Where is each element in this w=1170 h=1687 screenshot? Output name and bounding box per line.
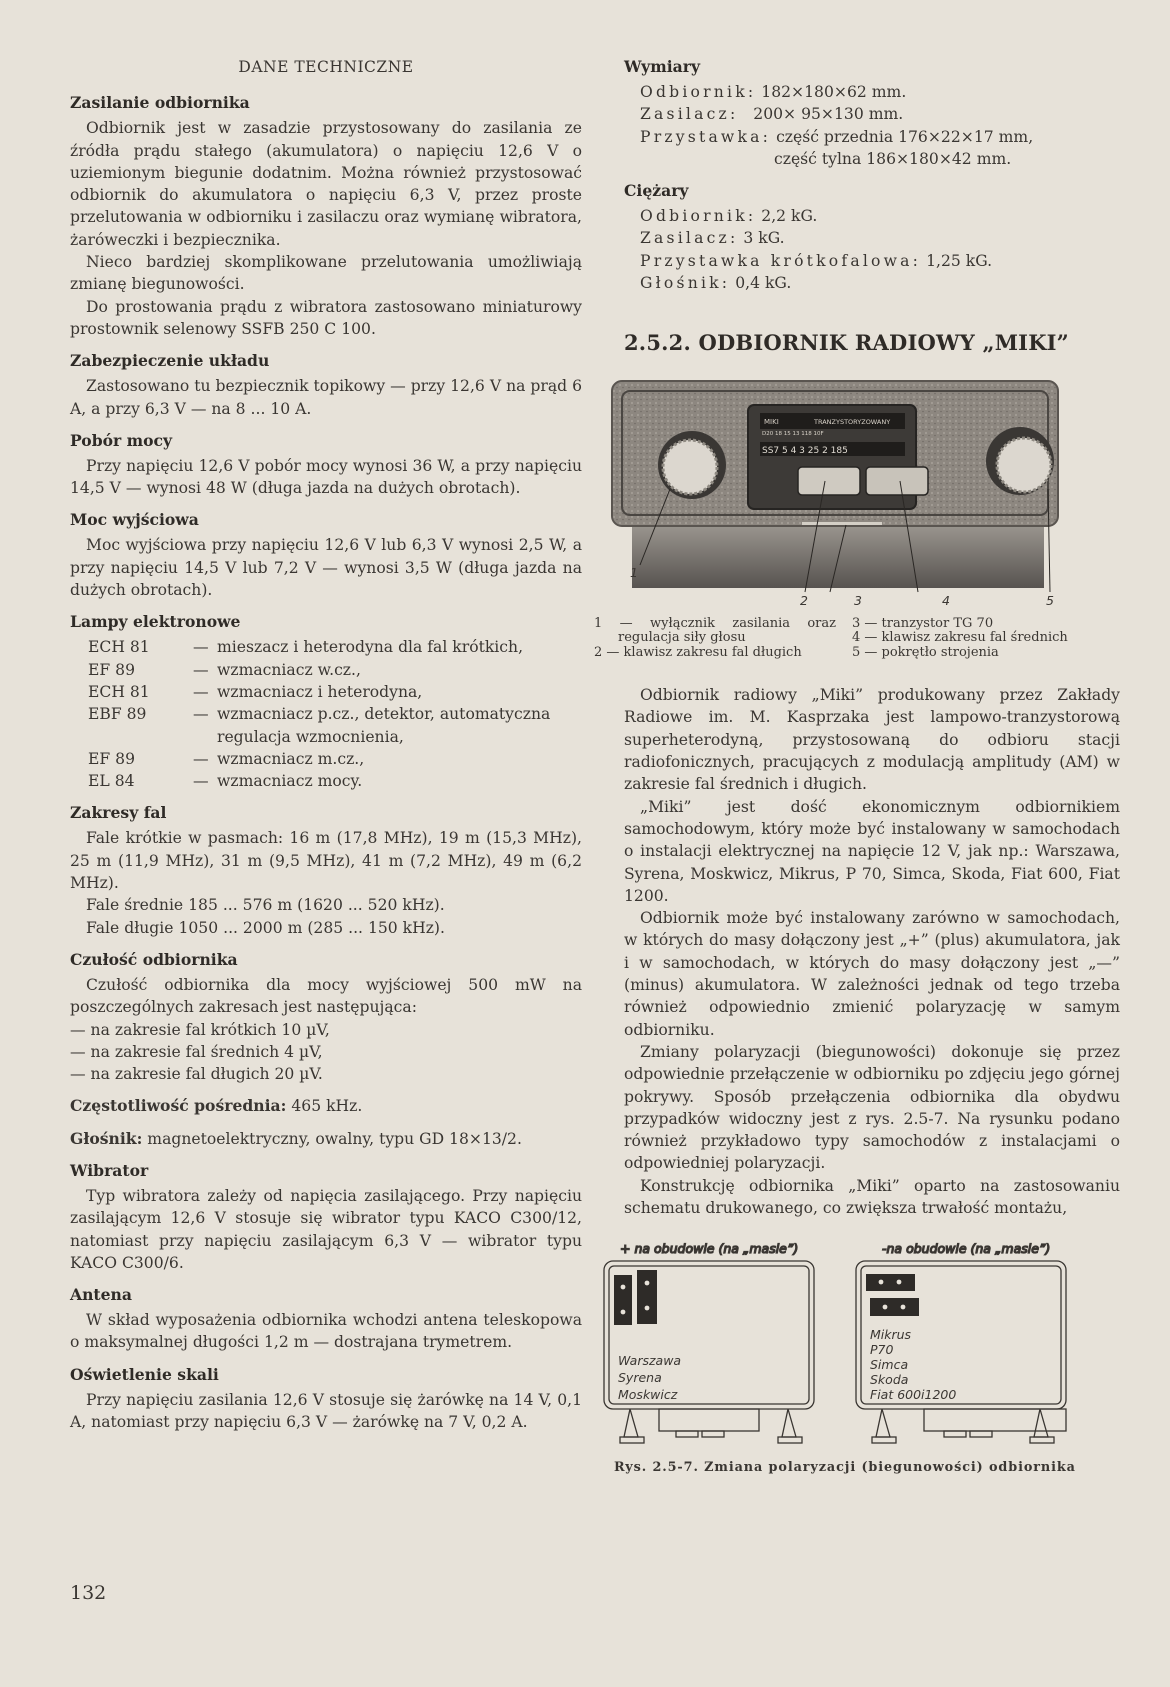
value: 2,2 kG. <box>761 207 818 226</box>
heading: Antena <box>70 1285 133 1305</box>
left-jumpers <box>614 1270 657 1325</box>
dash: — <box>193 772 209 791</box>
value: 3 kG. <box>743 229 785 248</box>
value: 1,25 kG. <box>926 251 993 270</box>
callout-3: 3 <box>854 592 862 607</box>
section-ciezary <box>624 180 1120 294</box>
car-name: Mikrus <box>870 1327 912 1343</box>
legend-item: 5 — pokrętło strojenia <box>852 644 999 660</box>
label: Odbiornik: <box>640 207 757 226</box>
dim-row <box>624 81 1120 103</box>
body-text <box>624 684 1120 1219</box>
tube-name: ECH 81 <box>88 682 150 701</box>
dash: — <box>193 638 209 657</box>
paragraph: Nieco bardziej skomplikowane przelutowania umożliwiają zmianę biegunowości. <box>70 253 582 294</box>
tuning-knob <box>997 438 1051 492</box>
weight-row <box>624 272 1120 294</box>
heading: Wibrator <box>70 1160 149 1180</box>
dash: — <box>193 705 209 724</box>
car-name: Moskwicz <box>618 1387 678 1403</box>
tube-name: EF 89 <box>88 660 136 679</box>
volume-knob <box>663 440 717 494</box>
paragraph: Fale średnie 185 ... 576 m (1620 ... 520 kHz). <box>86 896 445 915</box>
medium-wave-key <box>866 467 928 495</box>
paragraph: Odbiornik radiowy „Miki” produkowany przez Zakłady Radiowe im. M. Kasprzaka jest lampowo-tranzystorową superheterodyną, przystosowaną do odbioru stacji radiofonicznych, pracujących z modulacją amplitudy (AM) w zakresie fal średnich i długich. <box>624 686 1120 794</box>
heading: Oświetlenie skali <box>70 1364 219 1384</box>
paragraph: Zastosowano tu bezpiecznik topikowy — przy 12,6 V na prąd 6 A, a przy 6,3 V — na 8 ... 10 A. <box>70 377 582 418</box>
car-name: Warszawa <box>618 1353 682 1369</box>
weight-row <box>624 205 1120 227</box>
right-label: -na obudowie (na „masie”) <box>882 1241 1051 1257</box>
section-wymiary <box>624 56 1120 170</box>
dial-scale-2: SS7 5 4 3 25 2 185 <box>762 445 848 456</box>
running-head: DANE TECHNICZNE <box>238 58 414 76</box>
heading: Ciężary <box>624 181 689 201</box>
heading: Zakresy fal <box>70 803 167 823</box>
paragraph: Odbiornik może być instalowany zarówno w samochodach, w których do masy dołączony jest „+” (plus) akumulatora, jak i w samochodach, w których do masy dołączony jest „—” (minus) akumulatora. W zależności jednak od tego trzeba również odpowiednio zmienić polaryzację w samym odbiorniku. <box>624 909 1120 1039</box>
heading: Moc wyjściowa <box>70 510 199 530</box>
label: Zasilacz: <box>640 105 739 124</box>
dash: — <box>193 660 209 679</box>
section-czulosc <box>70 949 582 1085</box>
dim-row <box>624 103 1120 125</box>
callout-1: 1 <box>630 564 638 580</box>
paragraph: Odbiornik jest w zasadzie przystosowany do zasilania ze źródła prądu stałego (akumulatora) o napięciu 12,6 V o uziemionym biegunie dodatnim. Można również przystosować odbiornik do akumulatora o napięciu 6,3 V, przez proste przelutowania w odbiorniku i zasilaczu oraz wymianę wibratora, żaróweczki i bezpiecznika. <box>70 119 582 249</box>
tube-desc: wzmacniacz w.cz., <box>217 660 361 679</box>
label: Głośnik: <box>70 1128 143 1148</box>
section-zasilanie <box>70 92 582 340</box>
value: magnetoelektryczny, owalny, typu GD 18×13/2. <box>147 1129 522 1148</box>
paragraph: Przy napięciu zasilania 12,6 V stosuje się żarówkę na 14 V, 0,1 A, natomiast przy napięciu 6,3 V — żarówkę na 7 V, 0,2 A. <box>70 1390 582 1432</box>
callout-2: 2 <box>800 592 808 607</box>
dial-brand: MIKI <box>764 417 779 426</box>
car-name: Simca <box>870 1357 909 1373</box>
paragraph: W skład wyposażenia odbiornika wchodzi antena teleskopowa o maksymalnej długości 1,2 m — dostrajana trymetrem. <box>70 1311 582 1352</box>
tube-desc: wzmacniacz p.cz., detektor, automatyczna regulacja wzmocnienia, <box>217 705 551 746</box>
car-name: Syrena <box>618 1370 662 1386</box>
section-czestotliwosc <box>70 1095 582 1117</box>
label: Odbiornik: <box>640 83 757 101</box>
legend-item: 3 — tranzystor TG 70 <box>852 615 994 631</box>
radio-photo <box>600 377 1070 607</box>
dial-scale-1: D20 18 15 13 118 10F <box>762 430 824 437</box>
left-label: + na obudowie (na „masie”) <box>620 1241 799 1257</box>
value: 0,4 kG. <box>735 274 792 293</box>
section-zabezpieczenie <box>70 350 582 420</box>
label: Przystawka krótkofalowa: <box>640 251 922 270</box>
section-moc-wyjsciowa <box>70 509 582 601</box>
figure-caption: Rys. 2.5-7. Zmiana polaryzacji (biegunowości) odbiornika <box>614 1459 1076 1475</box>
value: 465 kHz. <box>291 1097 363 1116</box>
label: Częstotliwość pośrednia: <box>70 1096 287 1116</box>
dash: — <box>193 682 209 701</box>
tube-name: EBF 89 <box>88 705 147 724</box>
paragraph: „Miki” jest dość ekonomicznym odbiornikiem samochodowym, który może być instalowany w samochodach o instalacji elektrycznej na napięcie 12 V, jak np.: Warszawa, Syrena, Moskwicz, Mikrus, P 70, Simca, Skoda, Fiat 600, Fiat 1200. <box>624 797 1120 905</box>
tube-name: EL 84 <box>88 772 135 791</box>
paragraph: Fale długie 1050 ... 2000 m (285 ... 150 kHz). <box>86 918 445 937</box>
section-wibrator <box>70 1160 582 1274</box>
paragraph: Konstrukcję odbiornika „Miki” oparto na zastosowaniu schematu drukowanego, co zwiększa trwałość montażu, <box>624 1176 1120 1217</box>
heading: Lampy elektronowe <box>70 612 241 632</box>
heading: Wymiary <box>624 57 701 76</box>
legend-item: 1 — wyłącznik zasilania oraz regulacja siły głosu <box>594 615 836 646</box>
tube-desc: wzmacniacz mocy. <box>217 772 363 791</box>
dash: — <box>193 749 209 768</box>
photo-legend <box>594 617 1094 661</box>
tube-desc: wzmacniacz i heterodyna, <box>217 682 423 701</box>
paragraph: Fale krótkie w pasmach: 16 m (17,8 MHz), 19 m (15,3 MHz), 25 m (11,9 MHz), 31 m (9,5 MHz), 41 m (7,2 MHz), 49 m (6,2 MHz). <box>70 829 582 893</box>
tube-desc: wzmacniacz m.cz., <box>217 749 365 768</box>
section-oswietlenie <box>70 1364 582 1434</box>
callout-4: 4 <box>942 592 950 607</box>
section-title: 2.5.2. ODBIORNIK RADIOWY „MIKI” <box>624 330 1069 356</box>
legend-item: 4 — klawisz zakresu fal średnich <box>852 630 1068 646</box>
radio-illustration <box>600 377 1070 607</box>
value: 182×180×62 mm. <box>761 83 907 101</box>
right-jumpers <box>866 1274 919 1316</box>
section-zakresy-fal <box>70 802 582 938</box>
left-column <box>70 56 582 1443</box>
car-name: Skoda <box>870 1372 909 1388</box>
long-wave-key <box>798 467 860 495</box>
list-item: — na zakresie fal średnich 4 µV, <box>70 1042 323 1061</box>
heading: Zabezpieczenie układu <box>70 351 270 371</box>
section-lampy <box>70 611 582 792</box>
dim-row <box>624 148 1120 170</box>
list-item: — na zakresie fal długich 20 µV. <box>70 1065 323 1084</box>
callout-5: 5 <box>1046 592 1054 607</box>
value: część tylna 186×180×42 mm. <box>774 149 1012 168</box>
value: część przednia 176×22×17 mm, <box>776 127 1034 146</box>
section-antena <box>70 1284 582 1354</box>
tube-name: ECH 81 <box>88 638 150 657</box>
page-number: 132 <box>70 1582 107 1604</box>
tube-list <box>70 636 582 792</box>
right-column <box>594 56 1120 1475</box>
section-glosnik <box>70 1128 582 1150</box>
tube-name: EF 89 <box>88 749 136 768</box>
label: Przystawka: <box>640 127 772 146</box>
heading: Czułość odbiornika <box>70 949 238 969</box>
dial-text: TRANZYSTORYZOWANY <box>814 417 891 426</box>
polarity-diagram <box>594 1241 1074 1446</box>
paragraph: Moc wyjściowa przy napięciu 12,6 V lub 6,3 V wynosi 2,5 W, a przy napięciu 14,5 V lub 7,2 V — wynosi 3,5 W (długa jazda na dużych obrotach). <box>70 536 582 600</box>
value: 200× 95×130 mm. <box>753 105 904 124</box>
legend-item: 2 — klawisz zakresu fal długich <box>594 644 802 660</box>
paragraph: Typ wibratora zależy od napięcia zasilającego. Przy napięciu zasilającym 12,6 V stosuje się wibrator typu KACO C300/12, natomiast przy napięciu zasilającym 6,3 V — wibrator typu KACO C300/6. <box>70 1186 582 1272</box>
polarity-figure <box>594 1241 1076 1475</box>
label: Głośnik: <box>640 274 731 293</box>
list-item: — na zakresie fal krótkich 10 µV, <box>70 1020 330 1039</box>
paragraph: Do prostowania prądu z wibratora zastosowano miniaturowy prostownik selenowy SSFB 250 C 100. <box>70 297 582 338</box>
weight-row <box>624 227 1120 249</box>
car-name: P70 <box>870 1342 894 1358</box>
heading: Pobór mocy <box>70 430 173 450</box>
tube-desc: mieszacz i heterodyna dla fal krótkich, <box>217 638 524 657</box>
paragraph: Zmiany polaryzacji (biegunowości) dokonuje się przez odpowiednie przełączenie w odbiorniku po zdjęciu jego górnej pokrywy. Sposób przełączenia odbiornika dla obydwu przypadków widoczny jest z rys. 2.5-7. Na rysunku podano również przykładowo typy samochodów z instalacjami o odpowiedniej polaryzacji. <box>624 1042 1120 1173</box>
heading: Zasilanie odbiornika <box>70 93 250 113</box>
paragraph: Czułość odbiornika dla mocy wyjściowej 500 mW na poszczególnych zakresach jest następująca: <box>70 975 582 1017</box>
car-name: Fiat 600i1200 <box>870 1387 957 1403</box>
section-pobor-mocy <box>70 430 582 500</box>
label: Zasilacz: <box>640 229 739 248</box>
weight-row <box>624 250 1120 272</box>
dim-row <box>624 126 1120 148</box>
paragraph: Przy napięciu 12,6 V pobór mocy wynosi 36 W, a przy napięciu 14,5 V — wynosi 48 W (długa jazda na dużych obrotach). <box>70 456 582 498</box>
